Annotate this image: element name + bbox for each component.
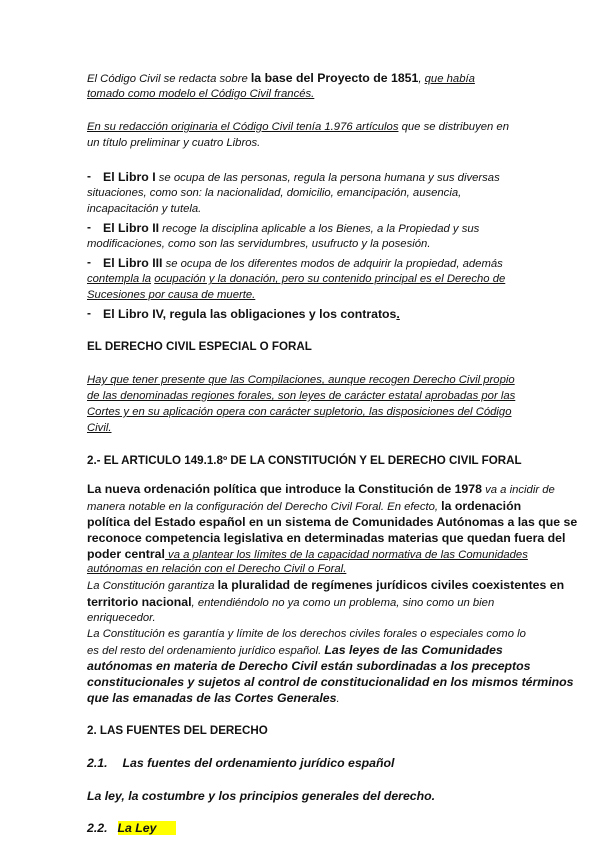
article-p1-line-3: política del Estado español en un sistema de Comunidades Autónomas a las que se <box>87 515 578 529</box>
article-p3-line-2: es del resto del ordenamiento jurídico español. Las leyes de las Comunidades <box>87 643 503 657</box>
book-1-line-2: situaciones, como son: la nacionalidad, domicilio, emancipación, ausencia, <box>87 187 462 199</box>
intro-bold-text: la base del Proyecto de 1851 <box>250 71 419 85</box>
book-3-line-1 <box>103 256 503 271</box>
book-2-bullet: - <box>87 220 91 234</box>
foral-line-1: Hay que tener presente que las Compilaciones, aunque recogen Derecho Civil propio <box>87 374 515 386</box>
book-4-line <box>103 307 400 321</box>
book-3-text: se ocupa de los diferentes modos de adquirir la propiedad, además <box>162 258 503 270</box>
intro-text: El Código Civil se redacta sobre <box>87 73 251 85</box>
article-heading: 2.- EL ARTICULO 149.1.8º DE LA CONSTITUCIÓN Y EL DERECHO CIVIL FORAL <box>87 454 522 467</box>
foral-line-4: Civil. <box>87 422 112 434</box>
book-2-line-1 <box>103 221 479 236</box>
article-p1-line-4: reconoce competencia legislativa en determinadas materias que quedan fuera del <box>87 531 566 545</box>
article-p1-text: va a incidir de <box>481 484 555 496</box>
book-4-bullet: - <box>87 306 91 320</box>
intro-articles-line-2: un título preliminar y cuatro Libros. <box>87 137 261 149</box>
book-4-title: El Libro IV, regula las obligaciones y los contratos <box>103 307 397 321</box>
article-p3-line-4: constitucionales y sujetos al control de constitucionalidad en los mismos términos <box>87 675 574 689</box>
fuentes-heading: 2. LAS FUENTES DEL DERECHO <box>87 724 268 737</box>
book-1-text: se ocupa de las personas, regula la persona humana y sus diversas <box>155 172 500 184</box>
book-2-text: recoge la disciplina aplicable a los Bienes, a la Propiedad y sus <box>159 223 480 235</box>
article-p1-line-6: autónomas en relación con el Derecho Civil o Foral. <box>87 563 347 575</box>
book-2-title: El Libro II <box>103 221 160 235</box>
article-p2-line-3: enriquecedor. <box>87 612 156 624</box>
book-3-underlined-b: ocupación y la donación, pero su contenido principal es el Derecho de <box>154 273 506 285</box>
intro-comma: , <box>418 73 425 85</box>
intro-paragraph-line-1 <box>87 71 475 86</box>
book-3-bullet: - <box>87 255 91 269</box>
article-p1-line-2: manera notable en la configuración del Derecho Civil Foral. En efecto, la ordenación <box>87 499 522 513</box>
intro-paragraph-line-2: tomado como modelo el Código Civil francés. <box>87 88 315 100</box>
book-2-line-2: modificaciones, como son las servidumbres, usufructo y la posesión. <box>87 238 431 250</box>
foral-heading: EL DERECHO CIVIL ESPECIAL O FORAL <box>87 340 312 353</box>
fuentes-subheading-2-2 <box>87 821 176 835</box>
book-1-title: El Libro I <box>103 170 156 184</box>
book-3-line-3: Sucesiones por causa de muerte. <box>87 289 256 301</box>
article-p3-line-3: autónomas en materia de Derecho Civil están subordinadas a los preceptos <box>87 659 531 673</box>
article-p3-line-5: que las emanadas de las Cortes Generales. <box>87 691 340 705</box>
fuentes-line: La ley, la costumbre y los principios generales del derecho. <box>87 789 436 803</box>
intro-articles-text: que se distribuyen en <box>398 121 509 133</box>
book-1-line-3: incapacitación y tutela. <box>87 203 202 215</box>
article-p3-line-1: La Constitución es garantía y límite de los derechos civiles forales o especiales como lo <box>87 628 526 640</box>
book-3-underlined-a: contempla la <box>87 273 152 285</box>
article-p2-line-1: La Constitución garantiza la pluralidad de regímenes jurídicos civiles coexistentes en <box>87 578 565 592</box>
book-1-bullet: - <box>87 169 91 183</box>
article-p2-line-2: territorio nacional, entendiéndolo no ya como un problema, sino como un bien <box>87 595 495 609</box>
intro-underlined-text: que había <box>424 73 475 85</box>
book-3-line-2 <box>87 272 505 286</box>
fuentes-subheading-2-1 <box>87 756 394 770</box>
book-4-end: . <box>396 307 400 321</box>
intro-articles-underlined: En su redacción originaria el Código Civil tenía 1.976 artículos <box>87 121 399 133</box>
section-number: 2.1. <box>87 756 108 770</box>
book-3-title: El Libro III <box>103 256 163 270</box>
section-title: Las fuentes del ordenamiento jurídico español <box>122 756 395 770</box>
foral-line-3: Cortes y en su aplicación opera con carácter supletorio, las disposiciones del Código <box>87 406 512 418</box>
section-number: 2.2. <box>87 821 108 835</box>
highlighted-section-title: La Ley <box>118 821 177 835</box>
article-p1-line-1 <box>87 482 555 497</box>
foral-line-2: de las denominadas regiones forales, son leyes de carácter estatal aprobadas por las <box>87 390 516 402</box>
article-p1-line-5: poder central va a plantear los límites de la capacidad normativa de las Comunidades <box>87 547 528 561</box>
intro-articles-line-1 <box>87 120 509 134</box>
book-1-line-1 <box>103 170 500 185</box>
article-p1-bold: La nueva ordenación política que introduce la Constitución de 1978 <box>87 482 482 496</box>
